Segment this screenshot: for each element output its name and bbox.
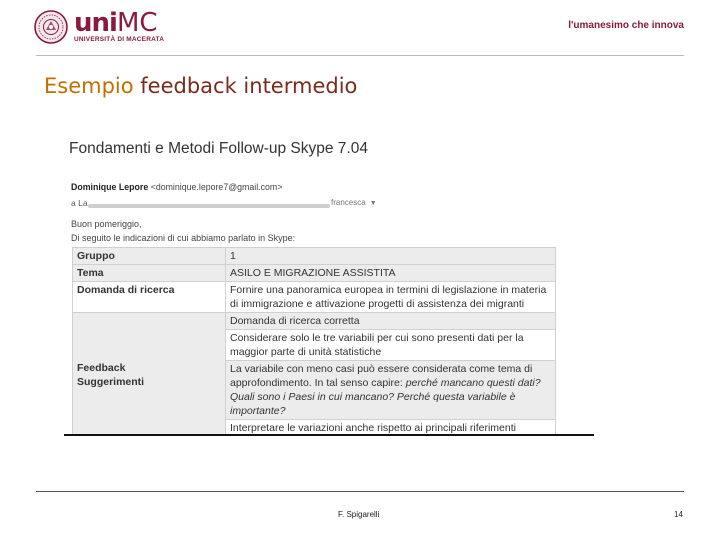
row-value: Fornire una panoramica europea in termini di legislazione in materia di immigrazione e attivazione progetti di assistenza dei migranti bbox=[226, 282, 556, 313]
email-bottom-border bbox=[64, 434, 594, 436]
title-rest: feedback intermedio bbox=[133, 74, 358, 98]
sender-name: Dominique Lepore bbox=[71, 182, 149, 192]
footer-divider bbox=[36, 491, 684, 492]
row-label: Domanda di ricerca bbox=[73, 282, 226, 313]
email-sender bbox=[71, 182, 282, 192]
page-number: 14 bbox=[674, 510, 683, 519]
brand-wordmark: uniMC bbox=[74, 8, 158, 38]
email-subject: Fondamenti e Metodi Follow-up Skype 7.04 bbox=[69, 140, 368, 157]
email-recipient-suffix[interactable]: francesca ▼ bbox=[331, 198, 377, 207]
email-screenshot bbox=[64, 130, 594, 436]
table-row bbox=[73, 313, 556, 330]
table-row bbox=[73, 282, 556, 313]
chevron-down-icon[interactable]: ▼ bbox=[369, 200, 377, 207]
university-seal-icon bbox=[34, 10, 68, 44]
unimc-logo bbox=[34, 10, 169, 48]
sender-address: <dominique.lepore7@gmail.com> bbox=[150, 182, 283, 192]
slide-title bbox=[44, 74, 357, 98]
row-value: 1 bbox=[226, 248, 556, 265]
email-intro: Di seguito le indicazioni di cui abbiamo parlato in Skype: bbox=[71, 233, 296, 243]
row-label: Gruppo bbox=[73, 248, 226, 265]
redacted-recipients bbox=[88, 204, 330, 208]
feedback-item: La variabile con meno casi può essere considerata come tema di approfondimento. In tal senso capire: bbox=[230, 363, 533, 389]
tagline: l'umanesimo che innova bbox=[568, 20, 684, 31]
table-row bbox=[73, 265, 556, 282]
header-divider bbox=[36, 55, 684, 56]
feedback-label-cell bbox=[73, 313, 226, 437]
feedback-item: Domanda di ricerca corretta bbox=[226, 313, 556, 330]
email-recipient-prefix: a La bbox=[71, 198, 88, 208]
table-row bbox=[73, 248, 556, 265]
feedback-questions: perché mancano questi dati? Quali sono i Paesi in cui mancano? Perché questa variabile è importante? bbox=[230, 377, 541, 417]
title-accent: Esempio bbox=[44, 74, 134, 98]
row-value: ASILO E MIGRAZIONE ASSISTITA bbox=[226, 265, 556, 282]
email-greeting: Buon pomeriggio, bbox=[71, 219, 142, 229]
feedback-label: Feedback bbox=[77, 361, 126, 374]
suggestions-label: Suggerimenti bbox=[77, 375, 145, 388]
row-label: Tema bbox=[73, 265, 226, 282]
feedback-item: Interpretare le variazioni anche rispetto ai principali riferimenti bbox=[226, 420, 556, 437]
feedback-item: Considerare solo le tre variabili per cui sono presenti dati per la maggior parte di unità statistiche bbox=[226, 330, 556, 361]
feedback-table bbox=[72, 247, 556, 436]
feedback-item-cell bbox=[226, 361, 556, 420]
footer-author: F. Spigarelli bbox=[338, 510, 380, 519]
university-name: UNIVERSITÀ DI MACERATA bbox=[74, 36, 165, 43]
